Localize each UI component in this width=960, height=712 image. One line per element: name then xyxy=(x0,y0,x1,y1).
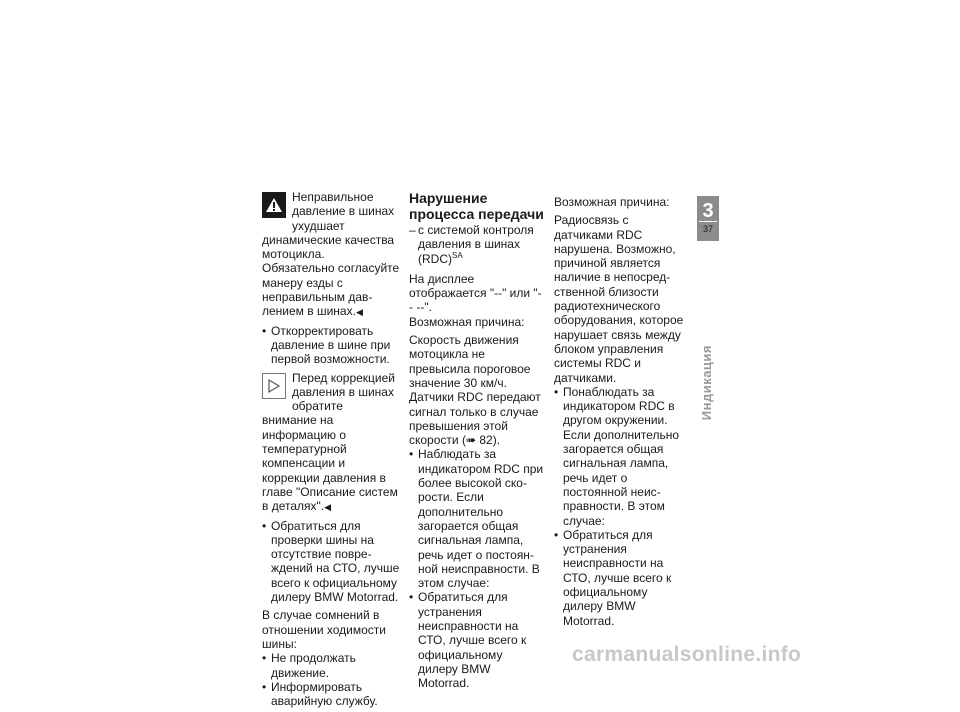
warning-text: Неправильное давление в шинах ухудшает динамические качества мотоцикла. Обязательно согласуйте манерy езды с неправильным давлением в шинах. xyxy=(262,190,400,319)
doubt-text: В случае сомнений в отношении ходимости шины: xyxy=(262,608,386,651)
list-item: • Не продолжать движение. xyxy=(262,651,400,680)
bullet-list-3 xyxy=(262,651,400,708)
cause-text xyxy=(409,333,544,447)
list-item: • Понаблюдать за индикатором RDC в другом окружении. Если дополнительно загорается общая сигнальная лампа, речь идет о постоянной неисправности. В этом случае: xyxy=(554,385,690,528)
section-heading: Нарушение процесса передачи xyxy=(409,190,544,222)
list-item: • Обратиться для проверки шины на отсутствие повреждений на СТО, лучше всего к официальному дилеру BMW Motorrad. xyxy=(262,519,400,605)
column-3 xyxy=(554,195,690,632)
warning-block xyxy=(262,190,400,320)
column-2 xyxy=(409,190,544,695)
bullet-list-2 xyxy=(262,519,400,605)
bullet-list-1 xyxy=(262,324,400,367)
end-mark: ◀ xyxy=(355,307,363,318)
list-item: • Наблюдать за индикатором RDC при более высокой скорости. Если дополнительно загорается общая сигнальная лампа, речь идет о постоянной неисправности. В этом случае: xyxy=(409,447,544,590)
note-block xyxy=(262,371,400,515)
cause-text-end: ). xyxy=(492,433,501,448)
end-mark: ◀ xyxy=(324,502,332,513)
list-item: • Информировать аварийную службу. xyxy=(262,680,400,709)
page-number: 37 xyxy=(702,224,713,234)
list-item: • Обратиться для устранения неисправности на СТО, лучше всего к официальному дилеру BMW Motorrad. xyxy=(554,528,690,628)
page-ref-arrow-icon: ➠ xyxy=(465,433,476,448)
page-ref-link[interactable]: 82 xyxy=(479,433,493,448)
cause-label: Возможная причина: xyxy=(409,314,525,329)
equipment-text: с системой контроля давления в шинах (RDC) xyxy=(418,223,534,266)
display-text: На дисплее отображается "--" или "-- --". xyxy=(409,271,542,315)
cause-text: Радиосвязь с датчиками RDC нарушена. Возможно, причиной является наличие в непосредственной близости радиотехнического оборудования, которое нарушает связь между блоком управления системы RDC и датчиками. xyxy=(554,213,684,385)
special-equipment-label: SA xyxy=(452,250,463,260)
note-text: Перед коррекцией давления в шинах обратите внимание на информацию о температурной компенсации и коррекции давления в главе "Описание систем в деталях". xyxy=(262,370,398,514)
list-item: • Обратиться для устранения неисправности на СТО, лучше всего к официальному дилеру BMW Motorrad. xyxy=(409,590,544,690)
cause-text-body: Скорость движения мотоцикла не превысила пороговое значение 30 км/ч. Датчики RDC передают сигнал только в случае превышения этой скорости ( xyxy=(409,333,541,448)
chapter-side-label: Индикация xyxy=(699,345,714,421)
bullet-list xyxy=(409,447,544,690)
watermark: carmanualsonline.info xyxy=(572,643,802,666)
chapter-number: 3 xyxy=(702,200,714,222)
equipment-note xyxy=(409,223,544,266)
column-1 xyxy=(262,190,400,712)
warning-triangle-icon xyxy=(262,192,286,218)
dash-marker: – xyxy=(409,223,416,237)
list-item: • Откорректировать давление в шине при первой возможности. xyxy=(262,324,400,367)
bullet-list xyxy=(554,385,690,628)
note-play-icon xyxy=(262,373,286,399)
cause-label: Возможная причина: xyxy=(554,195,670,209)
